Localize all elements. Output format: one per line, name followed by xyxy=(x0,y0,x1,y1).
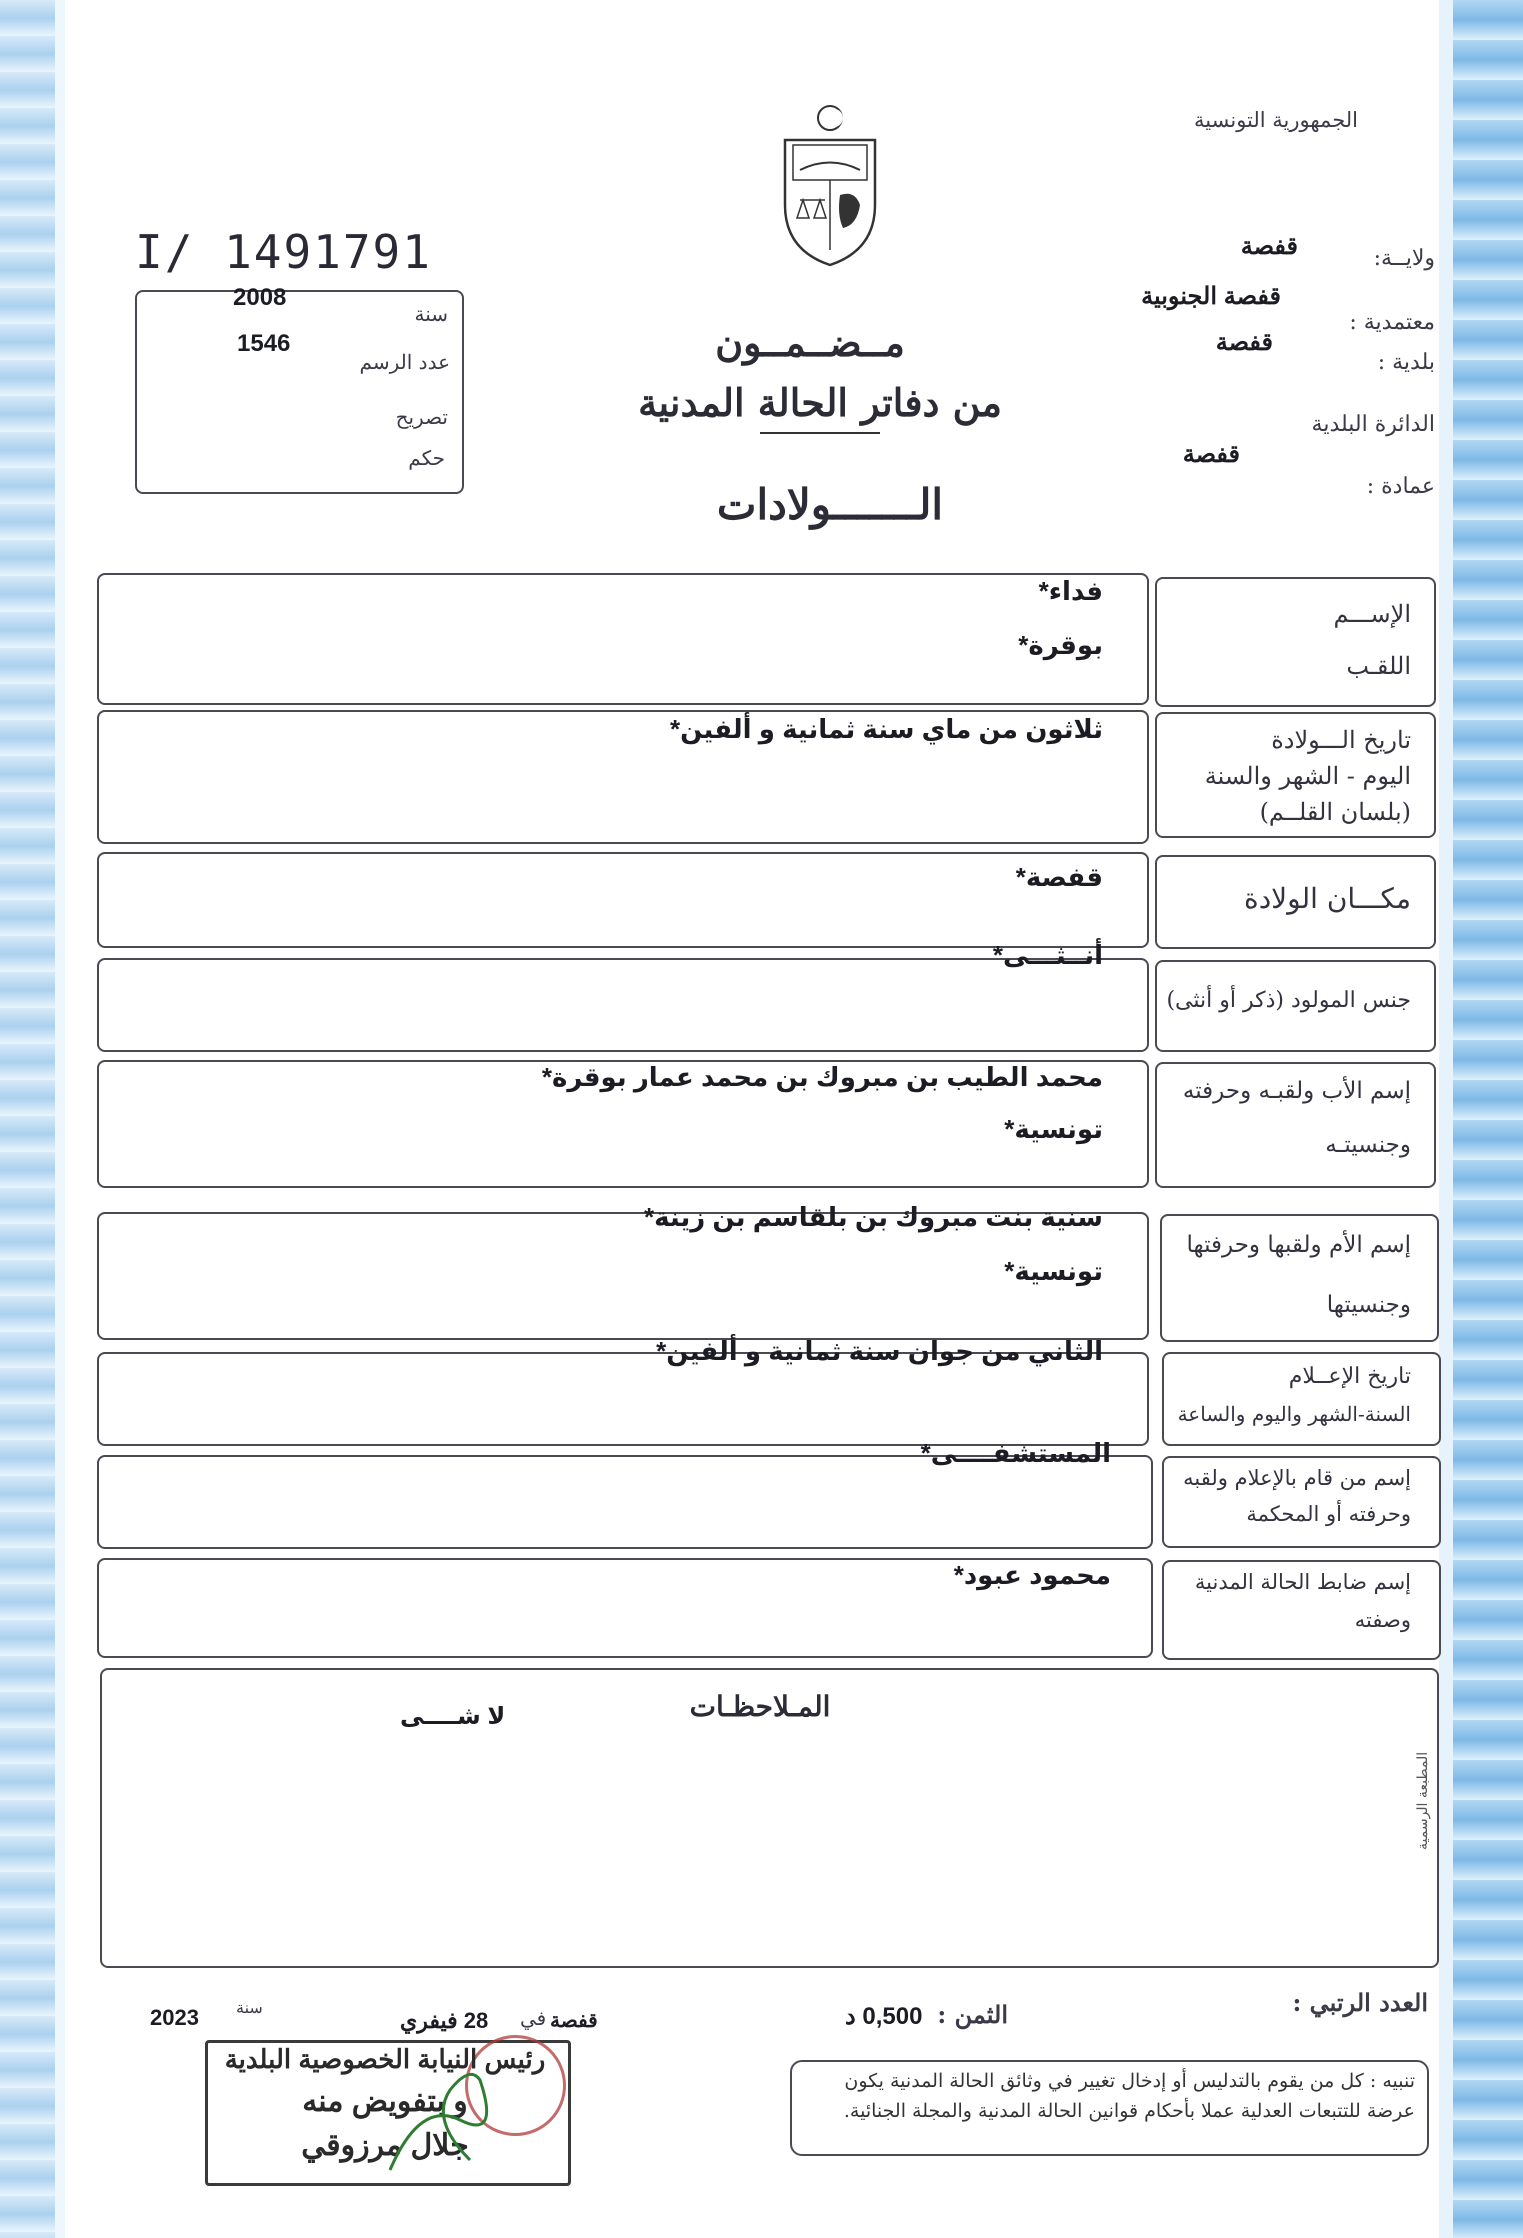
field-label-officer-1: إسم ضابط الحالة المدنية xyxy=(1194,1570,1411,1594)
record-declaration-label: تصريح xyxy=(395,405,448,429)
section-title: الـــــــولادات xyxy=(716,480,944,529)
legal-notice: تنبيه : كل من يقوم بالتدليس أو إدخال تغيير في وثائق الحالة المدنية يكون عرضة للتتبعات العدلية عملا بأحكام قوانين الحالة المدنية والمجلة الجنائية. xyxy=(843,2070,1415,2123)
signature-icon xyxy=(380,2060,540,2180)
field-label-birthdate-2: اليوم - الشهر والسنة xyxy=(1204,762,1411,790)
record-year-label: سنة xyxy=(414,302,448,326)
footer-city: قفصة xyxy=(550,2010,598,2032)
field-value-father-nationality: تونسية* xyxy=(1004,1114,1103,1144)
subtitle-underline xyxy=(760,432,880,434)
field-value-box-birthplace xyxy=(97,852,1149,948)
daira-label: الدائرة البلدية xyxy=(1311,412,1435,437)
field-label-declarant-2: وحرفته أو المحكمة xyxy=(1246,1502,1411,1526)
tunisia-coat-of-arms-icon xyxy=(775,100,885,270)
field-label-birthplace: مكـــان الولادة xyxy=(1244,882,1411,915)
field-value-officer: محمود عبود* xyxy=(953,1560,1111,1590)
field-value-sex: أنــثـــى* xyxy=(992,940,1103,970)
record-year-value: 2008 xyxy=(233,284,287,311)
footer-year-label: سنة xyxy=(236,1998,263,2017)
field-label-mother-2: وجنسيتها xyxy=(1326,1292,1411,1318)
field-label-mother-1: إسم الأم ولقبها وحرفتها xyxy=(1186,1232,1411,1258)
price-value: 0,500 د xyxy=(845,2003,923,2030)
field-label-box-name xyxy=(1155,577,1436,707)
stamp-line-2: و بتفويض منه xyxy=(302,2085,468,2118)
field-value-box-name xyxy=(97,573,1149,705)
wilaya-value: قفصة xyxy=(1240,233,1298,260)
field-label-declaration-date-2: السنة-الشهر واليوم والساعة xyxy=(1177,1402,1411,1426)
baladia-label: بلدية : xyxy=(1377,350,1435,375)
field-label-declarant-1: إسم من قام بالإعلام ولقبه xyxy=(1183,1466,1411,1490)
footer-date-prefix: في xyxy=(520,2006,547,2030)
field-value-declaration-date: الثاني من جوان سنة ثمانية و ألفين* xyxy=(656,1336,1103,1366)
field-value-birthdate: ثلاثون من ماي سنة ثمانية و ألفين* xyxy=(669,714,1103,744)
field-label-surname: اللقـب xyxy=(1346,652,1411,680)
field-value-name: فداء* xyxy=(1038,576,1103,606)
field-label-officer-2: وصفته xyxy=(1354,1608,1411,1632)
field-value-mother-nationality: تونسية* xyxy=(1004,1256,1103,1286)
wilaya-label: ولايــة: xyxy=(1373,246,1435,271)
field-label-father-1: إسم الأب ولقبـه وحرفته xyxy=(1182,1078,1411,1104)
emblem xyxy=(775,100,885,270)
field-label-sex: جنس المولود (ذكر أو أنثى) xyxy=(1166,988,1411,1013)
field-label-name: الإســـم xyxy=(1333,600,1411,628)
field-label-birthdate-3: (بلسان القلــم) xyxy=(1259,798,1411,826)
field-value-declarant: المستشفــــى* xyxy=(920,1438,1111,1468)
motamadia-label: معتمدية : xyxy=(1349,310,1435,335)
remarks-value: لا شــــى xyxy=(400,1703,506,1730)
remarks-label: المـلاحظـات xyxy=(689,1690,831,1723)
right-border-inner xyxy=(1439,0,1453,2238)
republic-heading: الجمهورية التونسية xyxy=(1194,108,1358,132)
price-label: الثمن : xyxy=(937,2000,1008,2029)
field-value-box-declarant xyxy=(97,1455,1153,1549)
record-number-value: 1546 xyxy=(237,330,291,357)
imada-label: عمادة : xyxy=(1366,474,1435,499)
stamp-line-1: رئيس النيابة الخصوصية البلدية xyxy=(224,2044,546,2074)
left-border-inner xyxy=(55,0,65,2238)
document-title: مــضــمــون xyxy=(715,320,905,365)
left-decorative-border xyxy=(0,0,55,2238)
record-number-label: عدد الرسم xyxy=(359,350,450,374)
footer-date-value: 28 فيفري xyxy=(400,2008,489,2033)
field-value-birthplace: قفصة* xyxy=(1015,862,1103,892)
footer-year-value: 2023 xyxy=(150,2005,199,2030)
field-label-birthdate-1: تاريخ الـــولادة xyxy=(1271,726,1411,754)
serial-number: I/ 1491791 xyxy=(135,225,432,279)
field-value-father: محمد الطيب بن مبروك بن محمد عمار بوقرة* xyxy=(541,1062,1103,1092)
serial-label: العدد الرتبي : xyxy=(1292,1988,1428,2017)
printer-mark: المطبعة الرسمية xyxy=(1415,1751,1431,1850)
field-value-mother: سنية بنت مبروك بن بلقاسم بن زينة* xyxy=(643,1202,1103,1232)
stamp-line-3: جلال مرزوقي xyxy=(301,2129,469,2162)
daira-value: قفصة xyxy=(1182,441,1240,468)
record-judgment-label: حكم xyxy=(408,446,445,470)
field-label-father-2: وجنسيتـه xyxy=(1325,1132,1411,1158)
motamadia-value: قفصة الجنوبية xyxy=(1141,283,1281,310)
right-decorative-border xyxy=(1453,0,1523,2238)
field-value-surname: بوقرة* xyxy=(1018,630,1103,660)
field-value-box-sex xyxy=(97,958,1149,1052)
document-subtitle: من دفاتر الحالة المدنية xyxy=(638,380,1002,425)
field-label-declaration-date-1: تاريخ الإعــلام xyxy=(1288,1364,1411,1389)
baladia-value: قفصة xyxy=(1215,329,1273,356)
